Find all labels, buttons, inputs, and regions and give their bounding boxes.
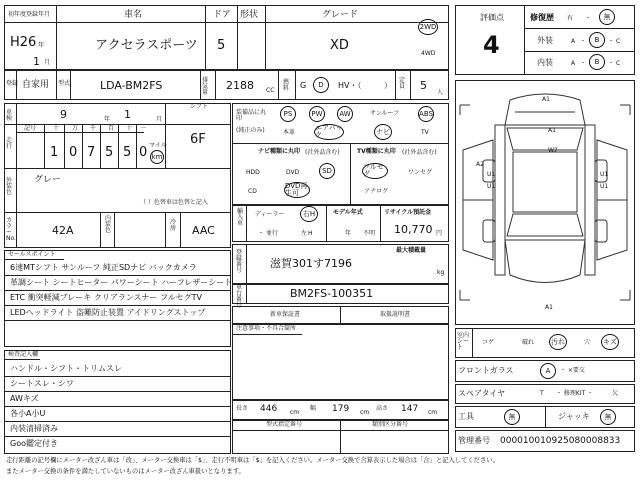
ext-grade-c: C	[616, 38, 621, 45]
mileage-digit: 7	[87, 145, 96, 160]
capacity-unit: 人	[437, 89, 444, 96]
ac-label: 冷房	[170, 219, 177, 232]
inspection-label: 車検	[6, 109, 13, 122]
equipment-navi-circle: ナビ	[374, 124, 392, 140]
chassis-label: 車台番号	[236, 284, 243, 309]
import-dealer: ディーラー	[255, 211, 285, 218]
fuel-g: G	[300, 81, 307, 90]
int-grade-c: C	[616, 60, 621, 67]
diagram-mark: U1	[487, 171, 496, 178]
color-code-value: 42A	[52, 224, 74, 237]
repair-yes: 有	[567, 15, 574, 22]
ext-grade-b-circle: B	[589, 32, 605, 48]
seat-scratch-circle: キズ	[601, 334, 619, 350]
diagram-mark: U1	[600, 171, 609, 178]
equipment-tv: TV	[421, 129, 429, 136]
fuel-hv: HV・（	[338, 81, 362, 90]
doors-value: 5	[217, 38, 226, 53]
handle-right-circle: 右 H	[300, 206, 318, 222]
first-reg-era: H26	[10, 35, 37, 50]
front-glass-a-circle: A	[540, 363, 556, 379]
int-grade-b-circle: B	[589, 54, 605, 70]
type-designation-label: 型式指定番号	[266, 421, 303, 428]
recycle-label: リサイクル預託金	[384, 209, 432, 216]
sales-point-line: LEDヘッドライト 盗難防止装置 アイドリングストップ	[10, 308, 206, 317]
int-grade-a: A	[571, 60, 576, 67]
inspector-line: 各小A小U	[10, 409, 46, 418]
diagram-mark: A1	[548, 127, 556, 134]
inspection-year: 9	[60, 108, 67, 121]
diagram-mark: U1	[600, 183, 609, 190]
equipment-airbag-circle: エアバック	[315, 124, 343, 139]
tools-none-circle: 無	[504, 409, 520, 425]
max-load-label: 最大積載量	[396, 247, 427, 254]
doors-label: ドア	[213, 10, 231, 20]
model-value: LDA-BM2FS	[100, 79, 163, 92]
length-label: 長さ	[236, 405, 249, 412]
equipment-subtitle: (純正のみ)	[236, 127, 265, 134]
sales-point-line: 革調シート シートヒーター パワーシート ハーフレザーシート	[10, 278, 233, 287]
equipment-title: 装備品に丸印	[236, 109, 267, 122]
height-value: 147	[401, 404, 419, 414]
reg-use-label: 登録	[6, 80, 19, 87]
recycle-value: 10,770	[394, 223, 433, 236]
sales-points-label: セールスポイント	[8, 251, 56, 258]
equipment-ps-circle: PS	[280, 106, 296, 122]
repair-no-circle: 無	[599, 9, 615, 25]
ext-grade-a: A	[571, 38, 576, 45]
sales-point-line: 6速MTシフト サンルーフ 純正SDナビ バックカメラ	[10, 263, 197, 272]
front-glass-note: ・ ×要交	[560, 367, 585, 374]
model-year-unit: 年	[345, 230, 352, 237]
handle-left: 左	[301, 230, 308, 237]
front-glass-label: フロントガラス	[458, 366, 514, 375]
spare-tire-label: スペアタイヤ	[458, 389, 506, 398]
footer-line-2: またメーター交換の条件を満たしていないものはメーター改ざん車扱いとなります。	[6, 468, 245, 475]
interior-color-label: 内装色	[105, 215, 112, 234]
equipment-sunroof: サンルーフ	[370, 110, 400, 117]
mileage-digit: 0	[139, 145, 148, 160]
sales-point-line: ETC 衝突軽減ブレーキ クリアランスナー フルセグTV	[10, 293, 203, 302]
width-unit: cm	[360, 409, 370, 416]
fuel-close: ）	[384, 81, 392, 90]
inspector-line: 内装清掃済み	[10, 424, 58, 433]
import-other: ・ 並行	[258, 230, 278, 237]
model-label: 型式	[58, 80, 71, 87]
diagram-mark: A1	[545, 304, 553, 311]
fuel-d-circle: D	[313, 77, 329, 93]
length-value: 446	[260, 404, 278, 414]
tv-oneseg: ワンセグ	[408, 169, 433, 176]
manual: 取扱説明書	[380, 311, 411, 318]
interior-seat-label: 室内シート	[457, 332, 470, 351]
seat-tear: 破れ	[522, 339, 535, 346]
management-label: 管理番号	[458, 436, 490, 445]
capacity-value: 5	[420, 79, 427, 92]
tools-label: 工具	[458, 412, 474, 421]
plate-value: 滋賀301す7196	[270, 257, 352, 270]
grade-label: グレード	[322, 10, 359, 20]
chassis-value: BM2FS-100351	[290, 287, 374, 300]
navi-sd-circle: SD	[319, 163, 335, 179]
seat-hole: 穴	[584, 339, 591, 346]
diagram-mark: A2	[476, 161, 484, 168]
inspector-line: Goo鑑定付き	[10, 439, 58, 448]
car-name-value: アクセラスポーツ	[95, 38, 198, 53]
first-reg-label: 初年度登録年月	[8, 11, 51, 18]
equipment-aw-circle: AW	[337, 106, 353, 122]
navi-title: ナビ種類に丸印	[258, 148, 301, 155]
mileage-label: 走行	[6, 137, 13, 150]
mileage-unit-mile: マイル	[149, 142, 167, 149]
inspector-line: AWキズ	[10, 394, 39, 403]
spare-tire-kit: ・ 修理KIT ・	[556, 390, 594, 397]
fuel-label: 燃料	[283, 79, 290, 92]
diagram-mark: A1	[542, 96, 550, 103]
year-sep: 年	[38, 42, 45, 49]
shift-value: 6F	[190, 132, 206, 147]
recycle-unit: 円	[436, 230, 443, 237]
tv-title-note: (社外品含む)	[402, 149, 437, 156]
capacity-label: 定員	[399, 77, 406, 90]
displacement-value: 2188	[226, 79, 254, 92]
displacement-unit: CC	[266, 87, 275, 94]
height-unit: cm	[428, 409, 438, 416]
inspector-line: ハンドル・シフト・トリムスレ	[10, 364, 122, 373]
inspection-year-unit: 年	[104, 116, 111, 123]
navi-cd: CD	[248, 188, 257, 195]
handle-left-unit: H	[308, 230, 313, 237]
repair-sep: ・	[585, 15, 592, 22]
seat-stain-circle: 汚れ	[549, 334, 567, 350]
equipment-pw-circle: PW	[309, 106, 325, 122]
equipment-abs-circle: ABS	[418, 106, 434, 122]
inspector-line: シートスレ・シワ	[10, 379, 74, 388]
model-year-unknown: 不明	[363, 230, 376, 237]
tv-fullseg-circle: フルセグ	[362, 163, 388, 179]
ext-grade-label: 外装	[537, 36, 553, 45]
type-class-label: 類別区分番号	[372, 421, 409, 428]
spare-tire-none: 欠	[612, 390, 619, 397]
diagram-mark: U1	[487, 183, 496, 190]
new-warranty: 新車保証書	[270, 311, 301, 318]
jack-label: ジャッキ	[558, 412, 590, 421]
drive-4wd: 4WD	[421, 50, 436, 57]
notes-label: 注意事項・不具合箇所	[236, 325, 297, 332]
inspection-month-unit: 月	[156, 116, 163, 123]
navi-hdd: HDD	[246, 169, 260, 176]
score-label: 評価点	[480, 13, 504, 22]
tv-title: TV種類に丸印	[357, 148, 396, 155]
inspection-month: 1	[124, 108, 131, 121]
length-unit: cm	[290, 409, 300, 416]
ac-value: AAC	[192, 224, 215, 237]
color-code-label: カラー No.	[6, 217, 16, 242]
car-diagram	[455, 80, 635, 325]
reg-use-value: 自家用	[22, 80, 50, 90]
plate-label: 登録番号	[236, 249, 243, 274]
width-label: 幅	[310, 405, 317, 412]
diagram-mark: W2	[548, 147, 558, 154]
footer-line-1: 走行距離の記号欄にメーター改ざん車は「改」、メーター交換車は「$」、走行不明車は「$」を記入ください。メーター交換で合算表示した場合は「合」と記入してください。	[6, 457, 499, 464]
navi-title-note: (社外品含む)	[305, 149, 340, 156]
height-label: 高さ	[376, 405, 389, 412]
displacement-label: 排気量	[202, 77, 209, 96]
int-grade-label: 内装	[537, 58, 553, 67]
grade-value: XD	[330, 38, 349, 53]
mileage-unit-km-circle: km	[150, 150, 164, 164]
equipment-leather: 本革	[283, 129, 296, 136]
shape-label: 形状	[240, 10, 259, 20]
notes-panel	[232, 324, 449, 400]
navi-dvd-playback-circle: DVD再生可	[284, 182, 310, 198]
repair-label: 修復歴	[530, 13, 554, 22]
exterior-color-note: （ ）色替車は色替と記入	[140, 199, 208, 206]
month-unit: 月	[44, 59, 51, 66]
max-load-unit: kg	[437, 269, 445, 276]
navi-dvd: DVD	[286, 169, 300, 176]
exterior-color-label: 外装色	[6, 177, 13, 196]
mileage-digit: 1	[50, 145, 59, 160]
jack-none-circle: 無	[600, 409, 616, 425]
spare-tire-t: T	[540, 390, 544, 397]
exterior-color-value: グレー	[34, 175, 62, 185]
drive-2wd-circle: 2WD	[418, 19, 438, 35]
tv-analog: アナログ	[364, 188, 389, 195]
shift-label: シフト	[190, 103, 209, 110]
first-reg-month: 1	[33, 55, 40, 68]
mileage-digit: 5	[105, 145, 114, 160]
import-label: 輸入車	[237, 208, 244, 227]
car-name-label: 車名	[124, 10, 143, 20]
score-value: 4	[483, 31, 500, 59]
seat-burn: コゲ	[482, 339, 495, 346]
management-value: 000010010925080008833	[500, 436, 621, 446]
mileage-digit: 0	[69, 145, 78, 160]
mileage-digit: 5	[123, 145, 132, 160]
inspector-label: 検査記入欄	[8, 351, 39, 358]
width-value: 179	[332, 404, 350, 414]
model-year-label: モデル年式	[333, 209, 363, 216]
